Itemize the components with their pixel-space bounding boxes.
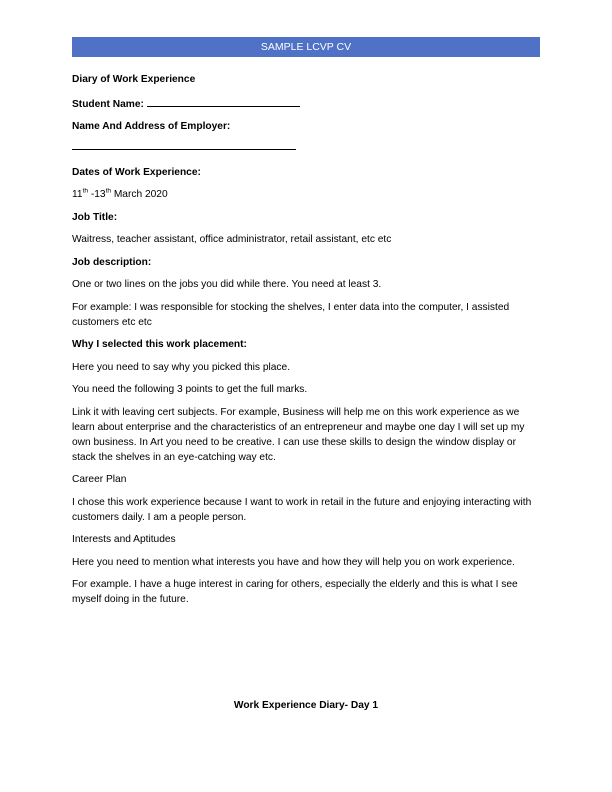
dates-value (72, 187, 540, 202)
student-name-row (72, 95, 540, 112)
diary-heading: Diary of Work Experience (72, 74, 196, 85)
employer-blank-line (72, 142, 296, 150)
date-start-day: 11 (72, 189, 83, 200)
interests-paragraph-2: For example. I have a huge interest in caring for others, especially the elderly and this is what I see myself doing in the future. (72, 579, 518, 605)
interests-paragraph-1: Here you need to mention what interests you have and how they will help you on work experience. (72, 556, 515, 568)
why-paragraph-3: Link it with leaving cert subjects. For example, Business will help me on this work experience as we learn about enterprise and the characteristics of an entrepreneur and maybe one day I will set up my own business. In Art you need to be creative. I can use these skills to design the window display or stack the shelves in an eye-catching way etc. (72, 406, 525, 463)
career-plan-paragraph: I chose this work experience because I want to work in retail in the future and enjoying interacting with customers daily. I am a people person. (72, 496, 532, 523)
career-plan-label: Career Plan (72, 474, 127, 485)
date-end-suffix: th (105, 187, 111, 195)
job-description-example: For example: I was responsible for stocking the shelves, I enter data into the computer, I assisted customers etc etc (72, 301, 510, 328)
document-body (72, 72, 540, 615)
why-paragraph-1: Here you need to say why you picked this place. (72, 361, 291, 373)
title-banner: SAMPLE LCVP CV (72, 37, 540, 57)
student-name-blank (147, 95, 300, 107)
job-description-paragraph: One or two lines on the jobs you did while there. You need at least 3. (72, 279, 382, 290)
why-paragraph-2: You need the following 3 points to get the full marks. (72, 384, 308, 395)
why-selected-label: Why I selected this work placement: (72, 339, 247, 350)
date-month-year: March 2020 (110, 189, 168, 200)
job-title-value: Waitress, teacher assistant, office administrator, retail assistant, etc etc (72, 234, 392, 245)
student-name-label: Student Name: (72, 98, 144, 110)
dates-label: Dates of Work Experience: (72, 166, 201, 178)
employer-label: Name And Address of Employer: (72, 121, 231, 132)
job-title-label: Job Title: (72, 211, 118, 223)
date-end-day: -13 (88, 189, 106, 200)
footer-heading: Work Experience Diary- Day 1 (233, 700, 379, 711)
interests-label: Interests and Aptitudes (72, 534, 176, 545)
job-description-label: Job description: (72, 256, 152, 268)
date-start-suffix: th (82, 187, 88, 195)
